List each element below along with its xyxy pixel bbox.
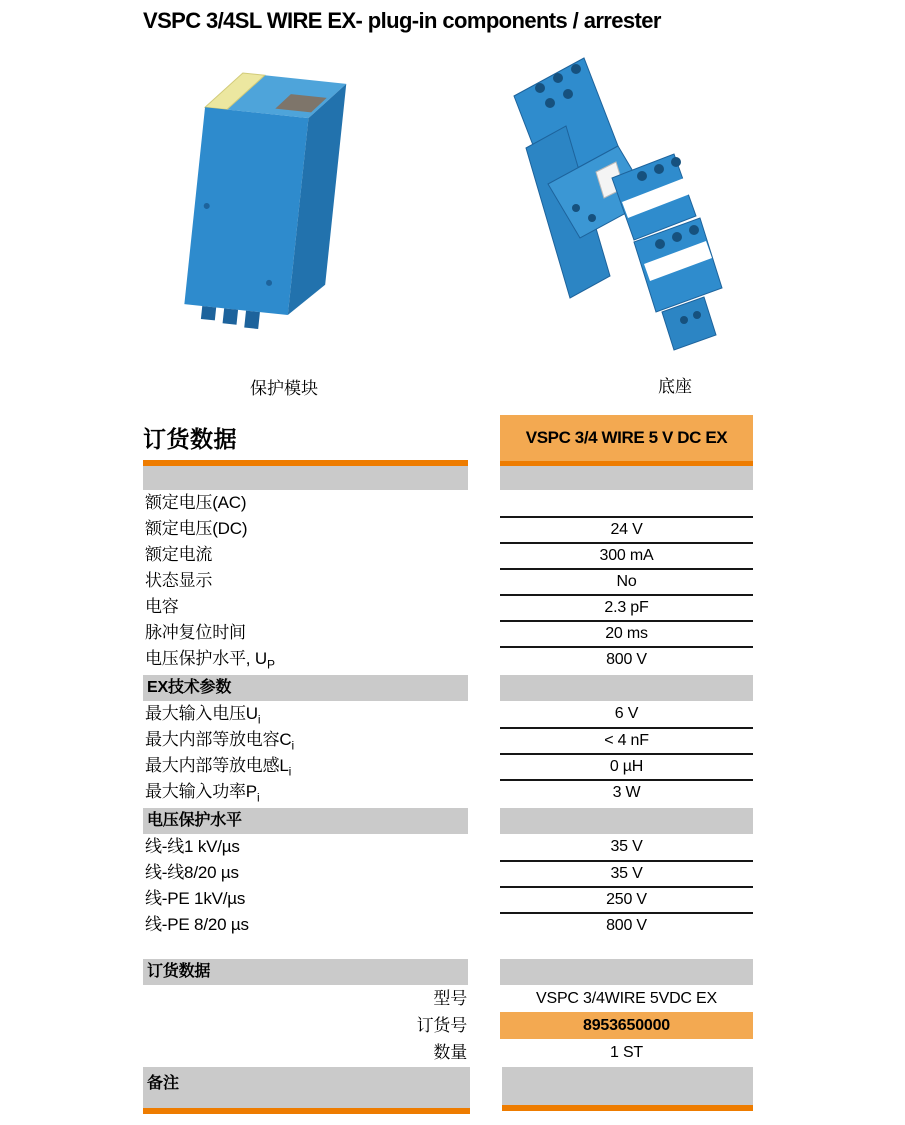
spec-label: 电容 [145,597,179,616]
order-section-title: 订货数据 [143,959,468,985]
general-specs-block [143,490,753,672]
spec-value: 800 V [500,646,753,672]
ex-section-bar [143,675,753,701]
spec-row [143,727,753,753]
spec-label: 额定电压(AC) [145,493,247,512]
spec-value: 2.3 pF [500,594,753,620]
header-gray-bar-left [143,466,468,490]
spec-label: 最大输入功率$P_i$ [145,782,260,805]
spec-label: 线-PE 8/20 µs [145,915,249,934]
page-title: VSPC 3/4SL WIRE EX- plug-in components / arrester [143,8,661,33]
order-data-table [143,415,753,1114]
base-socket-illustration [492,48,732,380]
spec-label: 额定电流 [145,545,213,564]
spec-row [143,620,753,646]
order-number-value: 8953650000 [500,1012,753,1039]
spec-row [143,516,753,542]
base-socket-image [492,48,732,380]
spec-value: 35 V [500,860,753,886]
order-label: 订货号 [416,1016,467,1035]
spec-label: 脉冲复位时间 [145,623,246,642]
ex-section-title: EX技术参数 [143,675,468,701]
order-label: 型号 [433,989,467,1008]
order-label: 数量 [433,1043,467,1062]
spec-row [143,594,753,620]
spec-value [500,490,753,516]
vp-section-bar-right [500,808,753,834]
spec-row [143,779,753,805]
spec-value: 24 V [500,516,753,542]
spec-label: 线-线1 kV/µs [145,837,240,856]
spec-value: 20 ms [500,620,753,646]
ex-section-bar-right [500,675,753,701]
spec-value: No [500,568,753,594]
order-section-bar-right [500,959,753,985]
order-value-type: VSPC 3/4WIRE 5VDC EX [536,990,717,1007]
vp-section-title: 电压保护水平 [143,808,468,834]
spec-value: 35 V [610,838,643,855]
ex-specs-block [143,701,753,805]
spec-row [143,701,753,727]
spec-row [143,886,753,912]
notes-section-bar [143,1067,753,1114]
table-header-row [143,415,753,466]
spec-label: 电压保护水平, $U_P$ [145,649,275,672]
order-row-quantity [143,1039,753,1066]
spec-row [143,542,753,568]
notes-heading: 备注 [143,1067,470,1114]
protection-module-caption: 保护模块 [250,379,318,398]
spec-label: 线-PE 1kV/µs [145,889,246,908]
vp-specs-block [143,834,753,938]
order-rows-block [143,985,753,1066]
protection-module-image [168,52,358,342]
order-section-bar [143,959,753,985]
spec-row [143,912,753,938]
spec-label: 线-线8/20 µs [145,863,239,882]
spec-value: 0 µH [500,753,753,779]
order-data-heading: 订货数据 [143,415,468,466]
spec-value: 300 mA [500,542,753,568]
spec-label: 最大内部等放电容$C_i$ [145,730,294,753]
product-column-header: VSPC 3/4 WIRE 5 V DC EX [500,415,753,466]
spec-label: 最大内部等放电感$L_i$ [145,756,292,779]
spec-label: 最大输入电压$U_i$ [145,704,261,727]
spec-row [143,753,753,779]
spec-row [143,490,753,516]
vp-section-bar [143,808,753,834]
spec-value: < 4 nF [500,727,753,753]
order-row-number [143,1012,753,1039]
spec-row [143,860,753,886]
order-row-type [143,985,753,1012]
spec-label: 额定电压(DC) [145,519,248,538]
spec-row [143,834,753,860]
spec-value: 6 V [614,705,639,722]
spec-row [143,646,753,672]
notes-bar-right [502,1067,753,1111]
spec-label: 状态显示 [145,571,213,590]
spec-value: 250 V [500,886,753,912]
protection-module-illustration [168,52,358,342]
header-gray-bar-right [500,466,753,490]
order-value-quantity: 1 ST [610,1044,643,1061]
header-gray-bar [143,466,753,490]
base-socket-caption: 底座 [658,377,692,396]
spec-value: 800 V [500,912,753,938]
spec-value: 3 W [500,779,753,805]
spec-row [143,568,753,594]
